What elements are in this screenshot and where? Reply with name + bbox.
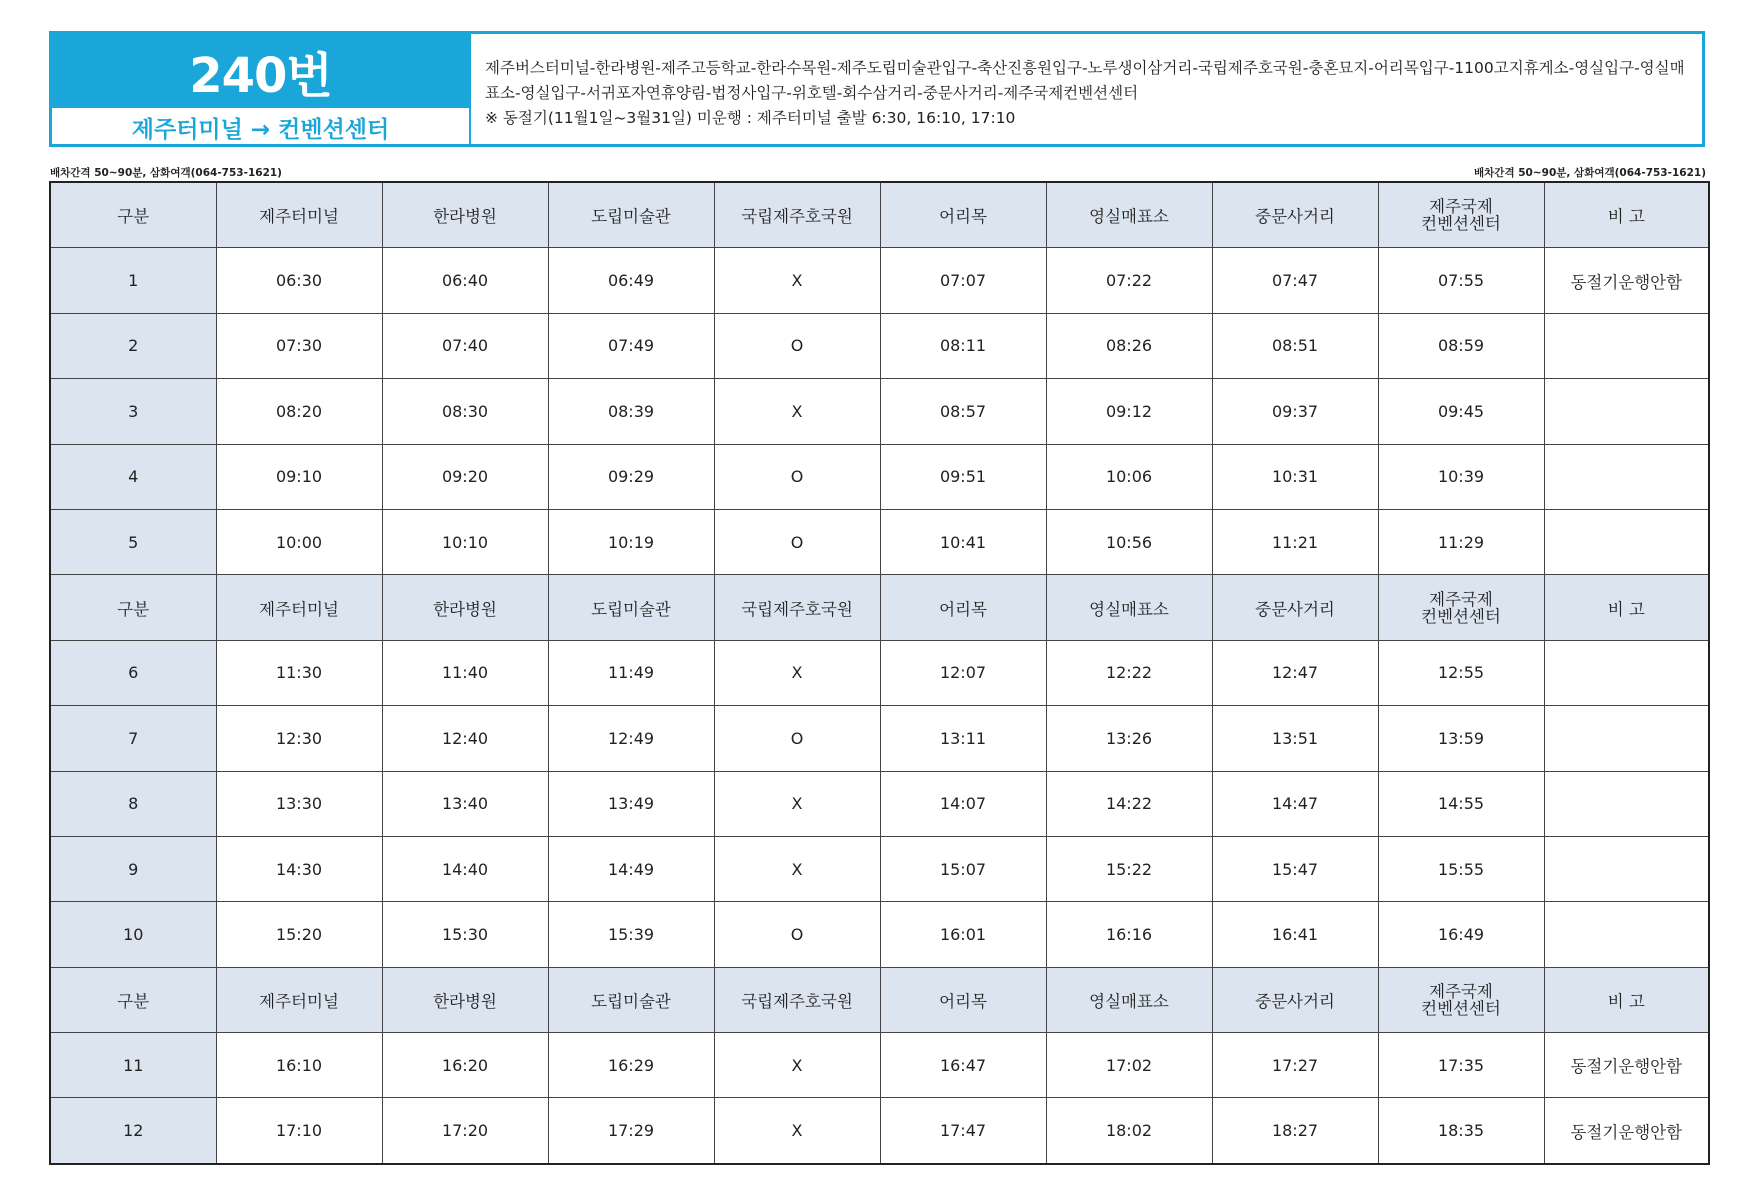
- time-cell: 13:26: [1046, 706, 1212, 771]
- table-row: [50, 902, 1709, 967]
- column-header-line-1: 제주국제: [1429, 981, 1493, 1001]
- time-cell: 15:47: [1212, 836, 1378, 901]
- time-cell: 08:20: [216, 379, 382, 444]
- table-row: [50, 509, 1709, 574]
- column-header: 영실매표소: [1046, 182, 1212, 248]
- time-cell: 09:10: [216, 444, 382, 509]
- table-row: [50, 313, 1709, 378]
- time-cell: 12:22: [1046, 640, 1212, 705]
- time-cell: O: [714, 509, 880, 574]
- time-cell: 07:40: [382, 313, 548, 378]
- time-cell: 08:39: [548, 379, 714, 444]
- time-cell: 11:49: [548, 640, 714, 705]
- time-cell: 15:07: [880, 836, 1046, 901]
- time-cell: 15:55: [1378, 836, 1544, 901]
- time-cell: 12:55: [1378, 640, 1544, 705]
- header-row: [50, 182, 1709, 248]
- column-header: 제주터미널: [216, 182, 382, 248]
- time-cell: 13:59: [1378, 706, 1544, 771]
- time-cell: 10:19: [548, 509, 714, 574]
- time-cell: 15:22: [1046, 836, 1212, 901]
- time-cell: 12:40: [382, 706, 548, 771]
- time-cell: 10:56: [1046, 509, 1212, 574]
- time-cell: 06:49: [548, 248, 714, 313]
- column-header: 비 고: [1544, 575, 1709, 640]
- time-cell: 08:57: [880, 379, 1046, 444]
- route-title-box: [52, 34, 471, 144]
- column-header-line-1: 제주국제: [1429, 197, 1493, 217]
- route-number: 240번: [52, 34, 469, 108]
- row-index: 7: [50, 706, 216, 771]
- time-cell: 10:00: [216, 509, 382, 574]
- column-header: 구분: [50, 575, 216, 640]
- time-cell: 17:27: [1212, 1033, 1378, 1098]
- remark-cell: [1544, 509, 1709, 574]
- time-cell: 08:59: [1378, 313, 1544, 378]
- time-cell: 08:30: [382, 379, 548, 444]
- header-row: [50, 575, 1709, 640]
- time-cell: 06:30: [216, 248, 382, 313]
- remark-cell: 동절기운행안함: [1544, 1033, 1709, 1098]
- time-cell: 14:07: [880, 771, 1046, 836]
- time-cell: 18:27: [1212, 1098, 1378, 1164]
- table-row: [50, 640, 1709, 705]
- column-header: 도립미술관: [548, 967, 714, 1032]
- column-header: 국립제주호국원: [714, 182, 880, 248]
- column-header: 어리목: [880, 967, 1046, 1032]
- time-cell: 07:07: [880, 248, 1046, 313]
- column-header-line-2: 컨벤션센터: [1421, 214, 1501, 234]
- row-index: 5: [50, 509, 216, 574]
- time-cell: 17:47: [880, 1098, 1046, 1164]
- time-cell: 12:30: [216, 706, 382, 771]
- column-header-convention-center: [1378, 967, 1544, 1032]
- time-cell: X: [714, 640, 880, 705]
- time-cell: 07:55: [1378, 248, 1544, 313]
- remark-cell: [1544, 706, 1709, 771]
- row-index: 10: [50, 902, 216, 967]
- time-cell: 10:39: [1378, 444, 1544, 509]
- time-cell: 16:29: [548, 1033, 714, 1098]
- time-cell: 11:40: [382, 640, 548, 705]
- time-cell: 16:16: [1046, 902, 1212, 967]
- time-cell: 16:47: [880, 1033, 1046, 1098]
- time-cell: X: [714, 771, 880, 836]
- time-cell: O: [714, 902, 880, 967]
- column-header: 구분: [50, 182, 216, 248]
- column-header: 국립제주호국원: [714, 575, 880, 640]
- time-cell: 07:49: [548, 313, 714, 378]
- column-header-convention-center: [1378, 575, 1544, 640]
- column-header: 중문사거리: [1212, 182, 1378, 248]
- route-header: [49, 31, 1705, 147]
- time-cell: X: [714, 379, 880, 444]
- time-cell: 07:22: [1046, 248, 1212, 313]
- remark-cell: [1544, 640, 1709, 705]
- column-header: 한라병원: [382, 575, 548, 640]
- time-cell: 09:12: [1046, 379, 1212, 444]
- table-row: [50, 1033, 1709, 1098]
- time-cell: O: [714, 313, 880, 378]
- time-cell: 10:31: [1212, 444, 1378, 509]
- time-cell: 15:39: [548, 902, 714, 967]
- column-header-line-1: 제주국제: [1429, 589, 1493, 609]
- column-header: 영실매표소: [1046, 575, 1212, 640]
- row-index: 1: [50, 248, 216, 313]
- time-cell: 14:22: [1046, 771, 1212, 836]
- time-cell: 09:20: [382, 444, 548, 509]
- time-cell: 13:49: [548, 771, 714, 836]
- column-header: 한라병원: [382, 967, 548, 1032]
- time-cell: 14:49: [548, 836, 714, 901]
- column-header: 도립미술관: [548, 575, 714, 640]
- column-header: 중문사거리: [1212, 575, 1378, 640]
- column-header-convention-center: [1378, 182, 1544, 248]
- time-cell: 17:20: [382, 1098, 548, 1164]
- time-cell: X: [714, 1098, 880, 1164]
- route-stops-path: 제주버스터미널-한라병원-제주고등학교-한라수목원-제주도립미술관입구-축산진흥원입구-노루생이삼거리-국립제주호국원-충혼묘지-어리목입구-1100고지휴게소-영실입구-영실매표소-영실입구-서귀포자연휴양림-법정사입구-위호텔-회수삼거리-중문사거리-제주국제컨벤션센터: [485, 59, 1685, 102]
- row-index: 8: [50, 771, 216, 836]
- time-cell: 09:37: [1212, 379, 1378, 444]
- time-cell: 12:49: [548, 706, 714, 771]
- time-cell: 14:47: [1212, 771, 1378, 836]
- time-cell: 12:07: [880, 640, 1046, 705]
- time-cell: 08:26: [1046, 313, 1212, 378]
- remark-cell: [1544, 771, 1709, 836]
- time-cell: 15:20: [216, 902, 382, 967]
- route-direction: 제주터미널 → 컨벤션센터: [52, 108, 469, 144]
- table-row: [50, 444, 1709, 509]
- time-cell: X: [714, 248, 880, 313]
- column-header: 비 고: [1544, 967, 1709, 1032]
- remark-cell: [1544, 313, 1709, 378]
- time-cell: 16:20: [382, 1033, 548, 1098]
- time-cell: 10:41: [880, 509, 1046, 574]
- table-row: [50, 771, 1709, 836]
- time-cell: 15:30: [382, 902, 548, 967]
- time-cell: 11:21: [1212, 509, 1378, 574]
- time-cell: 18:35: [1378, 1098, 1544, 1164]
- column-header: 한라병원: [382, 182, 548, 248]
- time-cell: 13:30: [216, 771, 382, 836]
- table-row: [50, 836, 1709, 901]
- time-cell: 17:10: [216, 1098, 382, 1164]
- time-cell: 14:30: [216, 836, 382, 901]
- time-cell: 09:45: [1378, 379, 1544, 444]
- time-cell: 16:49: [1378, 902, 1544, 967]
- table-row: [50, 1098, 1709, 1164]
- column-header: 어리목: [880, 182, 1046, 248]
- remark-cell: [1544, 836, 1709, 901]
- column-header: 영실매표소: [1046, 967, 1212, 1032]
- table-row: [50, 706, 1709, 771]
- time-cell: 08:51: [1212, 313, 1378, 378]
- time-cell: 06:40: [382, 248, 548, 313]
- interval-info-right: 배차간격 50~90분, 삼화여객(064-753-1621): [1474, 167, 1706, 179]
- column-header: 비 고: [1544, 182, 1709, 248]
- time-cell: 14:55: [1378, 771, 1544, 836]
- row-index: 4: [50, 444, 216, 509]
- column-header: 중문사거리: [1212, 967, 1378, 1032]
- time-cell: 09:51: [880, 444, 1046, 509]
- time-cell: 17:35: [1378, 1033, 1544, 1098]
- time-cell: 11:29: [1378, 509, 1544, 574]
- row-index: 6: [50, 640, 216, 705]
- row-index: 9: [50, 836, 216, 901]
- time-cell: O: [714, 444, 880, 509]
- time-cell: 13:11: [880, 706, 1046, 771]
- time-cell: 13:40: [382, 771, 548, 836]
- header-row: [50, 967, 1709, 1032]
- time-cell: 16:01: [880, 902, 1046, 967]
- time-cell: 16:10: [216, 1033, 382, 1098]
- time-cell: 17:02: [1046, 1033, 1212, 1098]
- remark-cell: [1544, 379, 1709, 444]
- time-cell: O: [714, 706, 880, 771]
- timetable-body: [50, 182, 1709, 1164]
- remark-cell: 동절기운행안함: [1544, 248, 1709, 313]
- interval-info-left: 배차간격 50~90분, 삼화여객(064-753-1621): [50, 167, 282, 179]
- column-header: 구분: [50, 967, 216, 1032]
- column-header: 국립제주호국원: [714, 967, 880, 1032]
- remark-cell: [1544, 902, 1709, 967]
- time-cell: X: [714, 836, 880, 901]
- table-row: [50, 379, 1709, 444]
- time-cell: 07:30: [216, 313, 382, 378]
- time-cell: 14:40: [382, 836, 548, 901]
- table-row: [50, 248, 1709, 313]
- row-index: 11: [50, 1033, 216, 1098]
- time-cell: 09:29: [548, 444, 714, 509]
- time-cell: 16:41: [1212, 902, 1378, 967]
- time-cell: 10:06: [1046, 444, 1212, 509]
- time-cell: 08:11: [880, 313, 1046, 378]
- column-header: 제주터미널: [216, 575, 382, 640]
- time-cell: 07:47: [1212, 248, 1378, 313]
- winter-notice: ※ 동절기(11월1일~3월31일) 미운행 : 제주터미널 출발 6:30, 16:10, 17:10: [485, 109, 1016, 127]
- column-header-line-2: 컨벤션센터: [1421, 606, 1501, 626]
- time-cell: 11:30: [216, 640, 382, 705]
- time-cell: 18:02: [1046, 1098, 1212, 1164]
- remark-cell: [1544, 444, 1709, 509]
- row-index: 2: [50, 313, 216, 378]
- time-cell: 10:10: [382, 509, 548, 574]
- remark-cell: 동절기운행안함: [1544, 1098, 1709, 1164]
- column-header: 제주터미널: [216, 967, 382, 1032]
- row-index: 12: [50, 1098, 216, 1164]
- time-cell: 12:47: [1212, 640, 1378, 705]
- time-cell: 13:51: [1212, 706, 1378, 771]
- column-header: 어리목: [880, 575, 1046, 640]
- row-index: 3: [50, 379, 216, 444]
- time-cell: X: [714, 1033, 880, 1098]
- column-header: 도립미술관: [548, 182, 714, 248]
- column-header-line-2: 컨벤션센터: [1421, 998, 1501, 1018]
- timetable: [49, 181, 1710, 1165]
- time-cell: 17:29: [548, 1098, 714, 1164]
- route-description: [471, 34, 1702, 144]
